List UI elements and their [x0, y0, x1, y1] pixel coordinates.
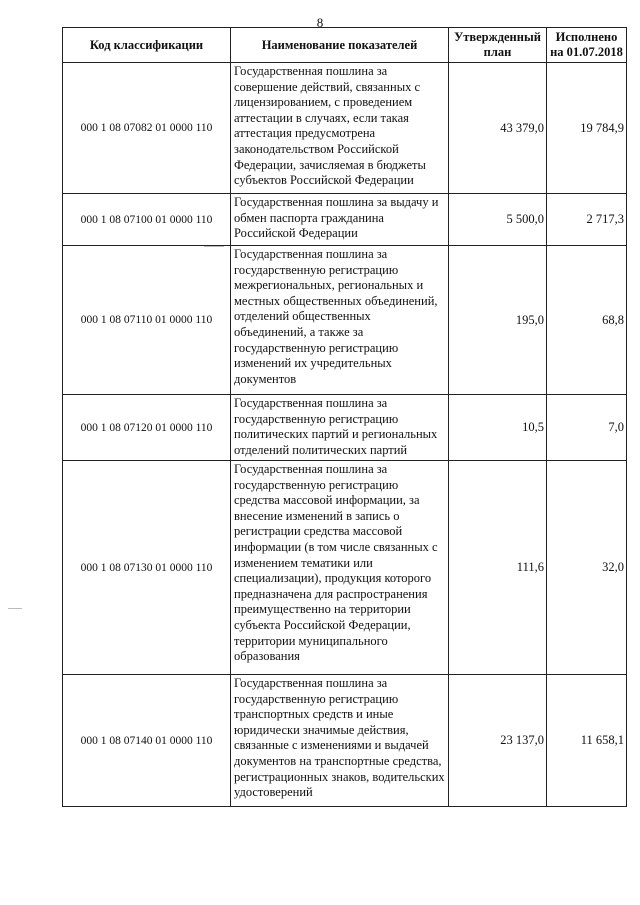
budget-revenue-table	[62, 27, 627, 807]
row-code: 000 1 08 07130 01 0000 110	[63, 461, 231, 675]
row-name: Государственная пошлина за государственную регистрацию политических партий и региональных отделений политических партий	[231, 395, 449, 461]
row-code: 000 1 08 07140 01 0000 110	[63, 675, 231, 807]
row-done: 32,0	[547, 461, 627, 675]
row-plan: 23 137,0	[449, 675, 547, 807]
row-name: Государственная пошлина за совершение действий, связанных с лицензированием, с проведением аттестации в случаях, если такая аттестация предусмотрена законодательством Российской Федерации, зачисляемая в бюджеты субъектов Российской Федерации	[231, 63, 449, 194]
table-row	[63, 461, 627, 675]
header-done: Исполнено на 01.07.2018	[547, 28, 627, 63]
header-code: Код классификации	[63, 28, 231, 63]
row-code: 000 1 08 07120 01 0000 110	[63, 395, 231, 461]
page-number: 8	[316, 15, 324, 30]
table-row	[63, 63, 627, 194]
scan-artifact-line	[8, 608, 22, 609]
table-row	[63, 675, 627, 807]
table-header-row	[63, 28, 627, 63]
header-name: Наименование показателей	[231, 28, 449, 63]
row-plan: 43 379,0	[449, 63, 547, 194]
row-code: 000 1 08 07082 01 0000 110	[63, 63, 231, 194]
row-plan: 195,0	[449, 246, 547, 395]
scan-artifact-line	[204, 246, 224, 247]
row-code: 000 1 08 07100 01 0000 110	[63, 194, 231, 246]
row-name: Государственная пошлина за государственную регистрацию средства массовой информации, за внесение изменений в запись о регистрации средства массовой информации (в том числе связанных с изменением тематики или специализации), продукция которого предназначена для распространения преимущественно на территории субъекта Российской Федерации, территории муниципального образования	[231, 461, 449, 675]
row-name: Государственная пошлина за государственную регистрацию межрегиональных, региональных и местных общественных объединений, отделений общественных объединений, а также за государственную регистрацию изменений их учредительных документов	[231, 246, 449, 395]
row-done: 7,0	[547, 395, 627, 461]
row-done: 68,8	[547, 246, 627, 395]
row-plan: 10,5	[449, 395, 547, 461]
row-code: 000 1 08 07110 01 0000 110	[63, 246, 231, 395]
header-plan: Утвержденный план	[449, 28, 547, 63]
row-plan: 111,6	[449, 461, 547, 675]
row-name: Государственная пошлина за государственную регистрацию транспортных средств и иные юридически значимые действия, связанные с изменениями и выдачей документов на транспортные средства, регистрационных знаков, водительских удостоверений	[231, 675, 449, 807]
table-row	[63, 194, 627, 246]
row-name: Государственная пошлина за выдачу и обмен паспорта гражданина Российской Федерации	[231, 194, 449, 246]
table-row	[63, 246, 627, 395]
row-plan: 5 500,0	[449, 194, 547, 246]
table-row	[63, 395, 627, 461]
row-done: 19 784,9	[547, 63, 627, 194]
row-done: 11 658,1	[547, 675, 627, 807]
row-done: 2 717,3	[547, 194, 627, 246]
